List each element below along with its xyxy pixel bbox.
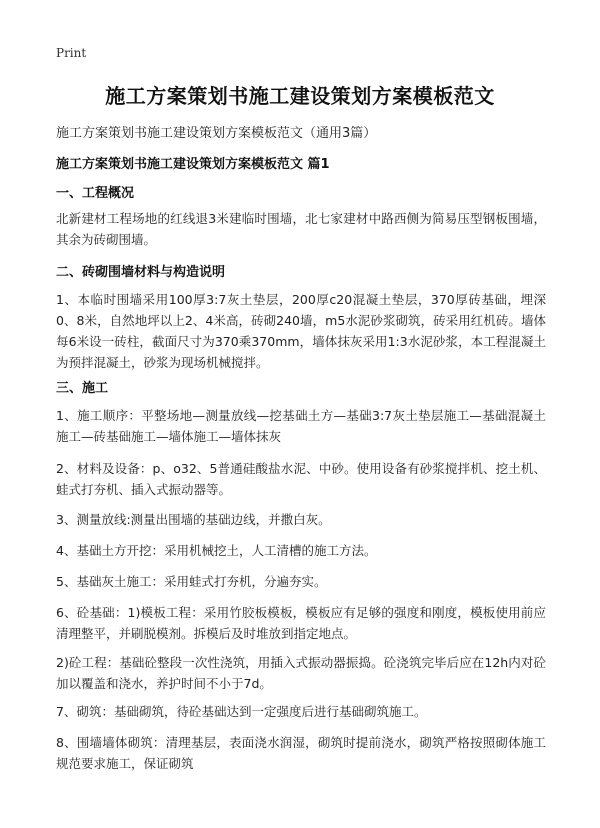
paragraph-overview: 北新建材工程场地的红线退3米建临时围墙，北七家建材中路西侧为简易压型钢板围墙，其余为砖砌围墙。	[56, 211, 546, 247]
paragraph-excavation: 4、基础土方开挖：采用机械挖土，人工清槽的施工方法。	[56, 543, 377, 558]
paragraph-lime-soil: 5、基础灰土施工：采用蛙式打夯机，分遍夯实。	[56, 574, 327, 589]
paragraph-masonry: 7、砌筑：基础砌筑，待砼基础达到一定强度后进行基础砌筑施工。	[56, 704, 427, 719]
document-title: 施工方案策划书施工建设策划方案模板范文	[105, 84, 495, 108]
paragraph-wall-masonry: 8、围墙墙体砌筑：清理基层，表面浇水润湿，砌筑时提前浇水，砌筑严格按照砌体施工规范要求施工，保证砌筑	[56, 735, 546, 771]
paragraph-concrete-pour: 2)砼工程：基础砼整段一次性浇筑，用插入式振动器振捣。砼浇筑完毕后应在12h内对砼加以覆盖和浇水，养护时间不小于7d。	[56, 655, 546, 691]
paragraph-construction-order: 1、施工顺序：平整场地—测量放线—挖基础土方—基础3:7灰土垫层施工—基础混凝土施工—砖基础施工—墙体施工—墙体抹灰	[56, 408, 546, 444]
section-heading-materials: 二、砖砌围墙材料与构造说明	[56, 265, 226, 280]
paragraph-materials-equipment: 2、材料及设备：p、o32、5普通硅酸盐水泥、中砂。使用设备有砂浆搅拌机、挖土机、蛙式打夯机、插入式振动器等。	[56, 461, 546, 497]
paragraph-survey: 3、测量放线:测量出围墙的基础边线，并撒白灰。	[56, 512, 331, 527]
paragraph-concrete-formwork: 6、砼基础：1)模板工程：采用竹胶板模板，模板应有足够的强度和刚度，模板使用前应清理整平，并刷脱模剂。拆模后及时堆放到指定地点。	[56, 605, 546, 641]
paragraph-materials: 1、本临时围墙采用100厚3:7灰土垫层，200厚c20混凝土垫层，370厚砖基础，埋深0、8米，自然地坪以上2、4米高，砖砌240墙，m5水泥砂浆砌筑，砖采用红机砖。墙体每6米设一砖柱，截面尺寸为370乘370mm，墙体抹灰采用1:3水泥砂浆，本工程混凝土为预拌混凝土，砂浆为现场机械搅拌。	[56, 292, 546, 370]
section-heading-construction: 三、施工	[56, 381, 109, 396]
article-heading: 施工方案策划书施工建设策划方案模板范文 篇1	[56, 157, 330, 172]
section-heading-overview: 一、工程概况	[56, 186, 135, 201]
print-label: Print	[56, 46, 87, 60]
document-subtitle: 施工方案策划书施工建设策划方案模板范文（通用3篇）	[56, 126, 377, 141]
